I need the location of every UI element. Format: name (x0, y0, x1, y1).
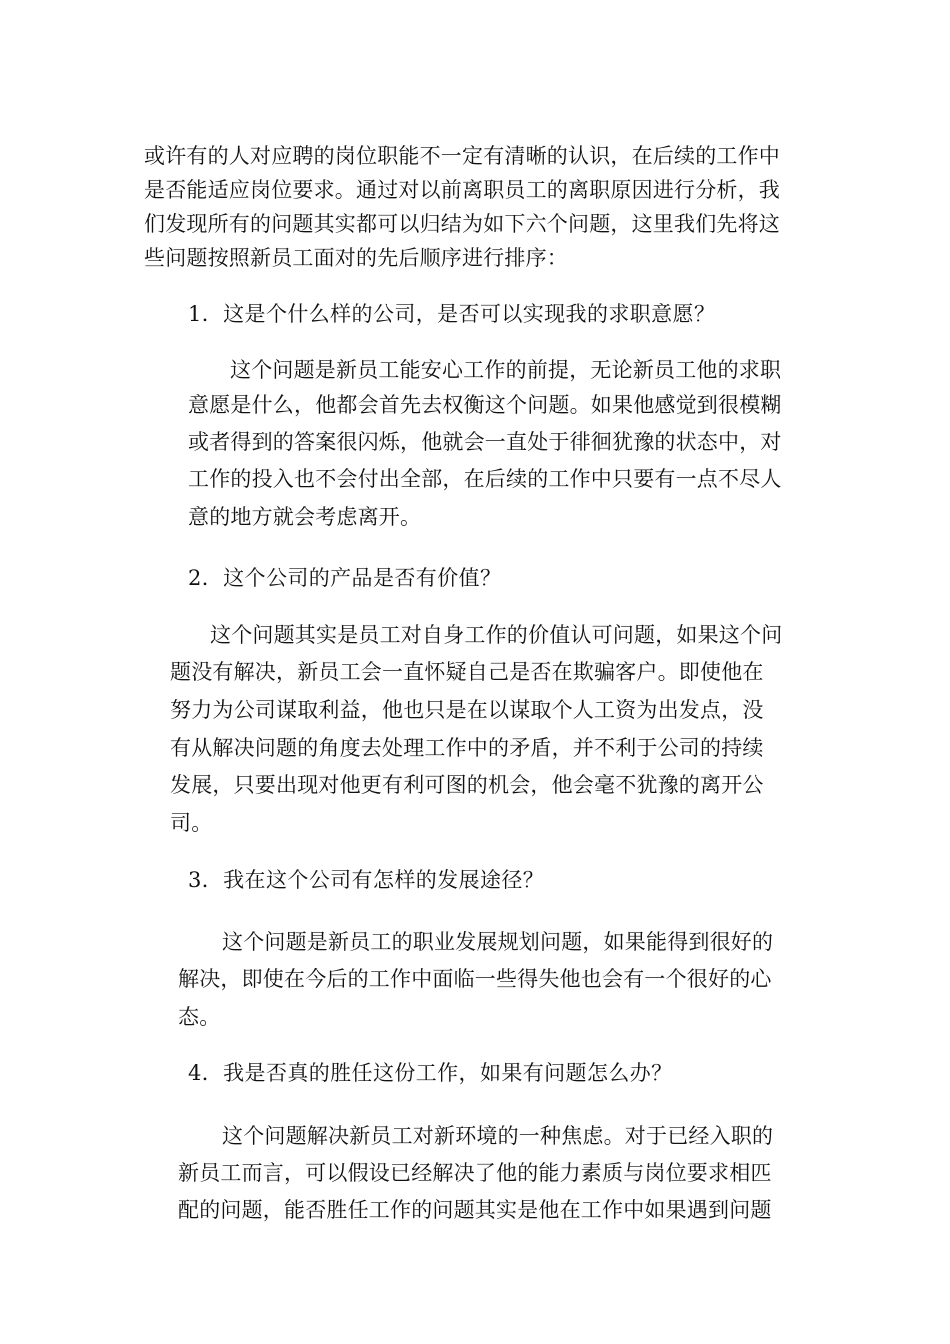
intro-line-4: 些问题按照新员工面对的先后顺序进行排序： (144, 246, 568, 270)
intro-line-1: 或许有的人对应聘的岗位职能不一定有清晰的认识，在后续的工作中 (144, 144, 780, 168)
section-3-line-2: 解决，即使在今后的工作中面临一些得失他也会有一个很好的心 (178, 967, 772, 991)
section-2-line-4: 有从解决问题的角度去处理工作中的矛盾，并不利于公司的持续 (170, 736, 764, 760)
section-4-line-1: 这个问题解决新员工对新环境的一种焦虑。对于已经入职的 (222, 1124, 774, 1148)
section-2-line-1: 这个问题其实是员工对自身工作的价值认可问题，如果这个问 (210, 623, 783, 647)
section-4-line-3: 配的问题，能否胜任工作的问题其实是他在工作中如果遇到问题 (178, 1198, 772, 1222)
section-4-heading: 4．我是否真的胜任这份工作，如果有问题怎么办？ (188, 1061, 673, 1085)
section-3-heading: 3．我在这个公司有怎样的发展途径？ (188, 868, 545, 892)
section-1-line-3: 或者得到的答案很闪烁，他就会一直处于徘徊犹豫的状态中，对 (188, 430, 782, 454)
section-2-line-6: 司。 (170, 811, 213, 835)
section-2-line-2: 题没有解决，新员工会一直怀疑自己是否在欺骗客户。即使他在 (170, 660, 764, 684)
section-4-line-2: 新员工而言，可以假设已经解决了他的能力素质与岗位要求相匹 (178, 1161, 772, 1185)
section-1-line-4: 工作的投入也不会付出全部，在后续的工作中只要有一点不尽人 (188, 467, 782, 491)
section-3-line-3: 态。 (178, 1005, 221, 1029)
section-1-line-5: 意的地方就会考虑离开。 (188, 505, 422, 529)
section-2-line-3: 努力为公司谋取利益，他也只是在以谋取个人工资为出发点，没 (170, 698, 764, 722)
section-3-line-1: 这个问题是新员工的职业发展规划问题，如果能得到很好的 (222, 930, 774, 954)
section-2-heading: 2．这个公司的产品是否有价值？ (188, 566, 502, 590)
section-1-heading: 1．这是个什么样的公司，是否可以实现我的求职意愿？ (188, 302, 716, 326)
section-1-line-1: 这个问题是新员工能安心工作的前提，无论新员工他的求职 (230, 358, 782, 382)
intro-line-2: 是否能适应岗位要求。通过对以前离职员工的离职原因进行分析，我 (144, 178, 780, 202)
intro-line-3: 们发现所有的问题其实都可以归结为如下六个问题，这里我们先将这 (144, 212, 780, 236)
section-1-line-2: 意愿是什么，他都会首先去权衡这个问题。如果他感觉到很模糊 (188, 393, 782, 417)
section-2-line-5: 发展，只要出现对他更有利可图的机会，他会毫不犹豫的离开公 (170, 773, 764, 797)
